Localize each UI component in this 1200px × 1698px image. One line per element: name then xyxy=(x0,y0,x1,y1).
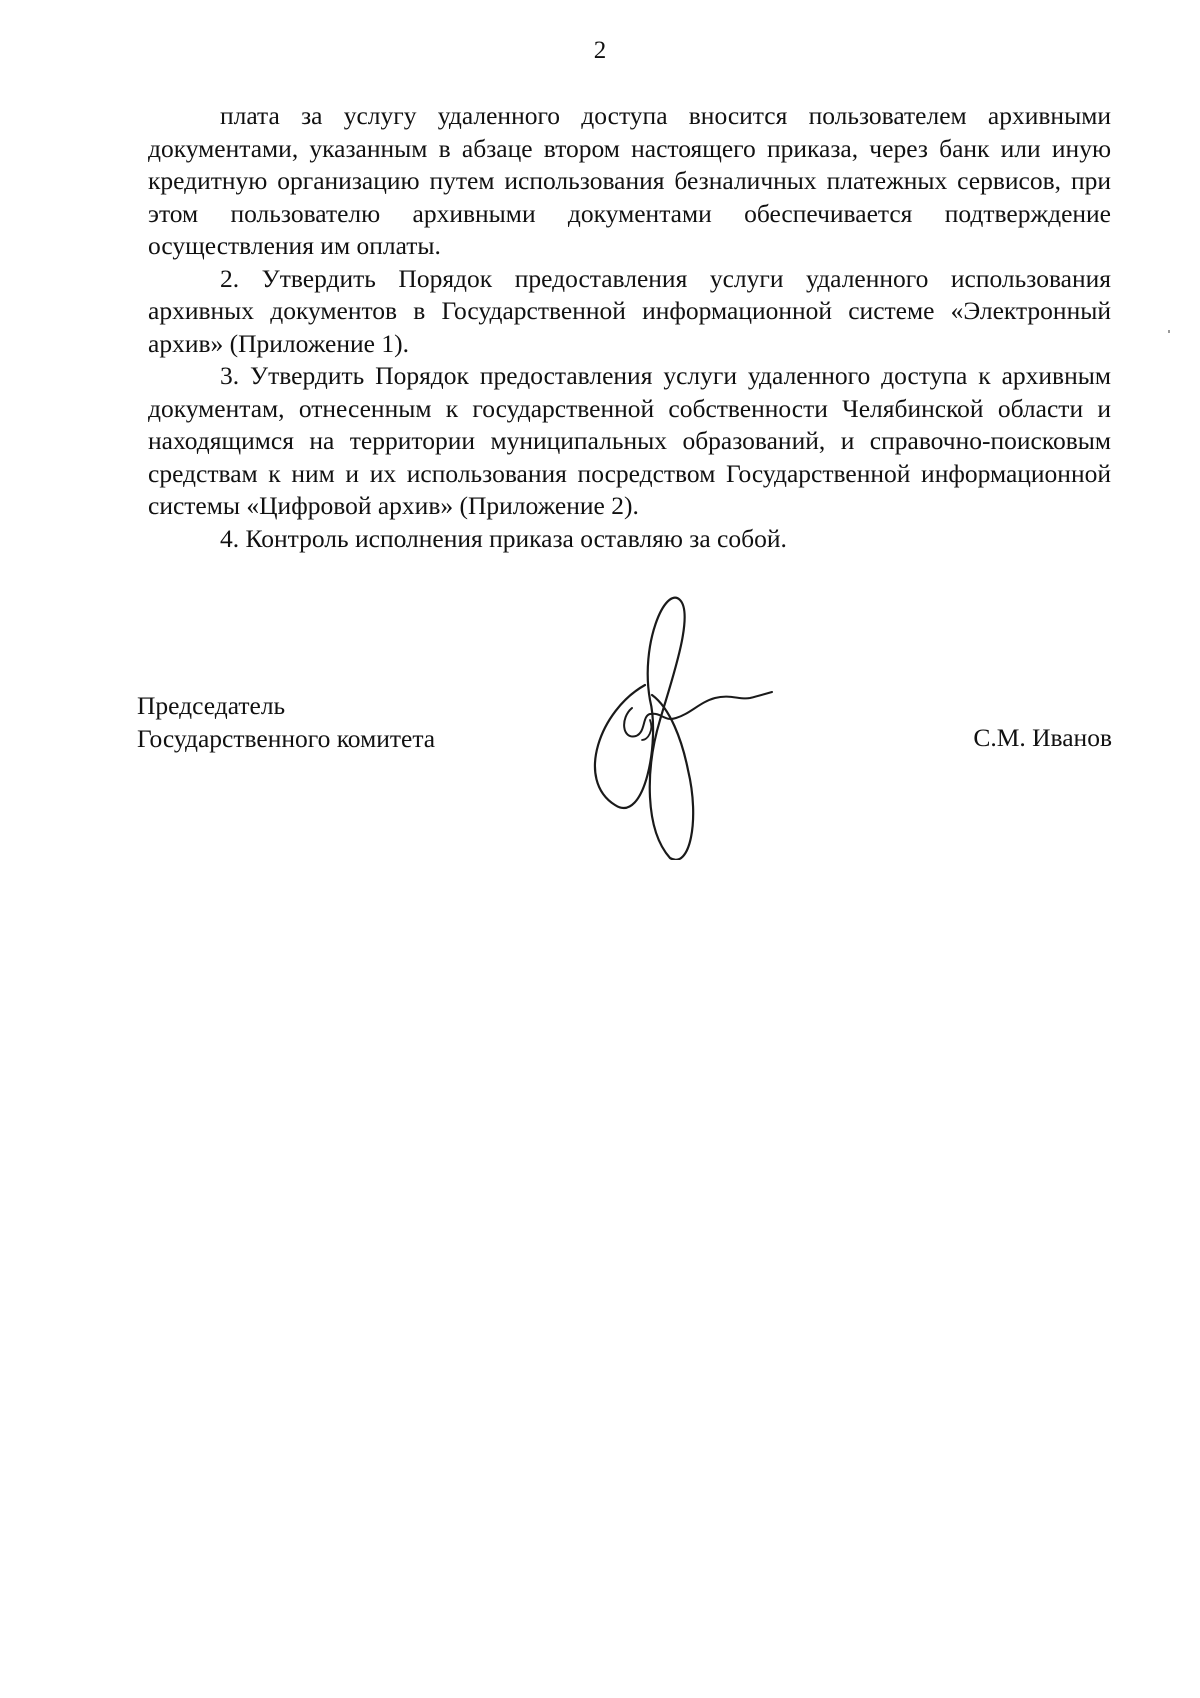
scan-speck xyxy=(1168,330,1170,333)
position-line-2: Государственного комитета xyxy=(137,723,436,753)
document-body xyxy=(148,100,1111,555)
paragraph-item-4: 4. Контроль исполнения приказа оставляю за собой. xyxy=(220,523,787,553)
signer-name: С.М. Иванов xyxy=(973,723,1112,752)
signer-position xyxy=(137,690,435,755)
paragraph-payment-terms: плата за услугу удаленного доступа вносится пользователем архивными документами, указанным в абзаце втором настоящего приказа, через банк или иную кредитную организацию путем использования безналичных платежных сервисов, при этом пользователю архивными документами обеспечивается подтверждение осуществления им оплаты. xyxy=(148,101,1111,260)
page-number: 2 xyxy=(593,37,607,64)
position-line-1: Председатель xyxy=(137,691,286,720)
signature-block xyxy=(137,690,1112,810)
paragraph-item-2: 2. Утвердить Порядок предоставления услуги удаленного использования архивных документов в Государственной информационной системе «Электронный архив» (Приложение 1). xyxy=(148,263,1111,358)
paragraph-item-3: 3. Утвердить Порядок предоставления услуги удаленного доступа к архивным документам, отнесенным к государственной собственности Челябинской области и находящимся на территории муниципальных образований, и справочно-поисковым средствам к ним и их использования посредством Государственной информационной системы «Цифровой архив» (Приложение 2). xyxy=(148,361,1111,520)
